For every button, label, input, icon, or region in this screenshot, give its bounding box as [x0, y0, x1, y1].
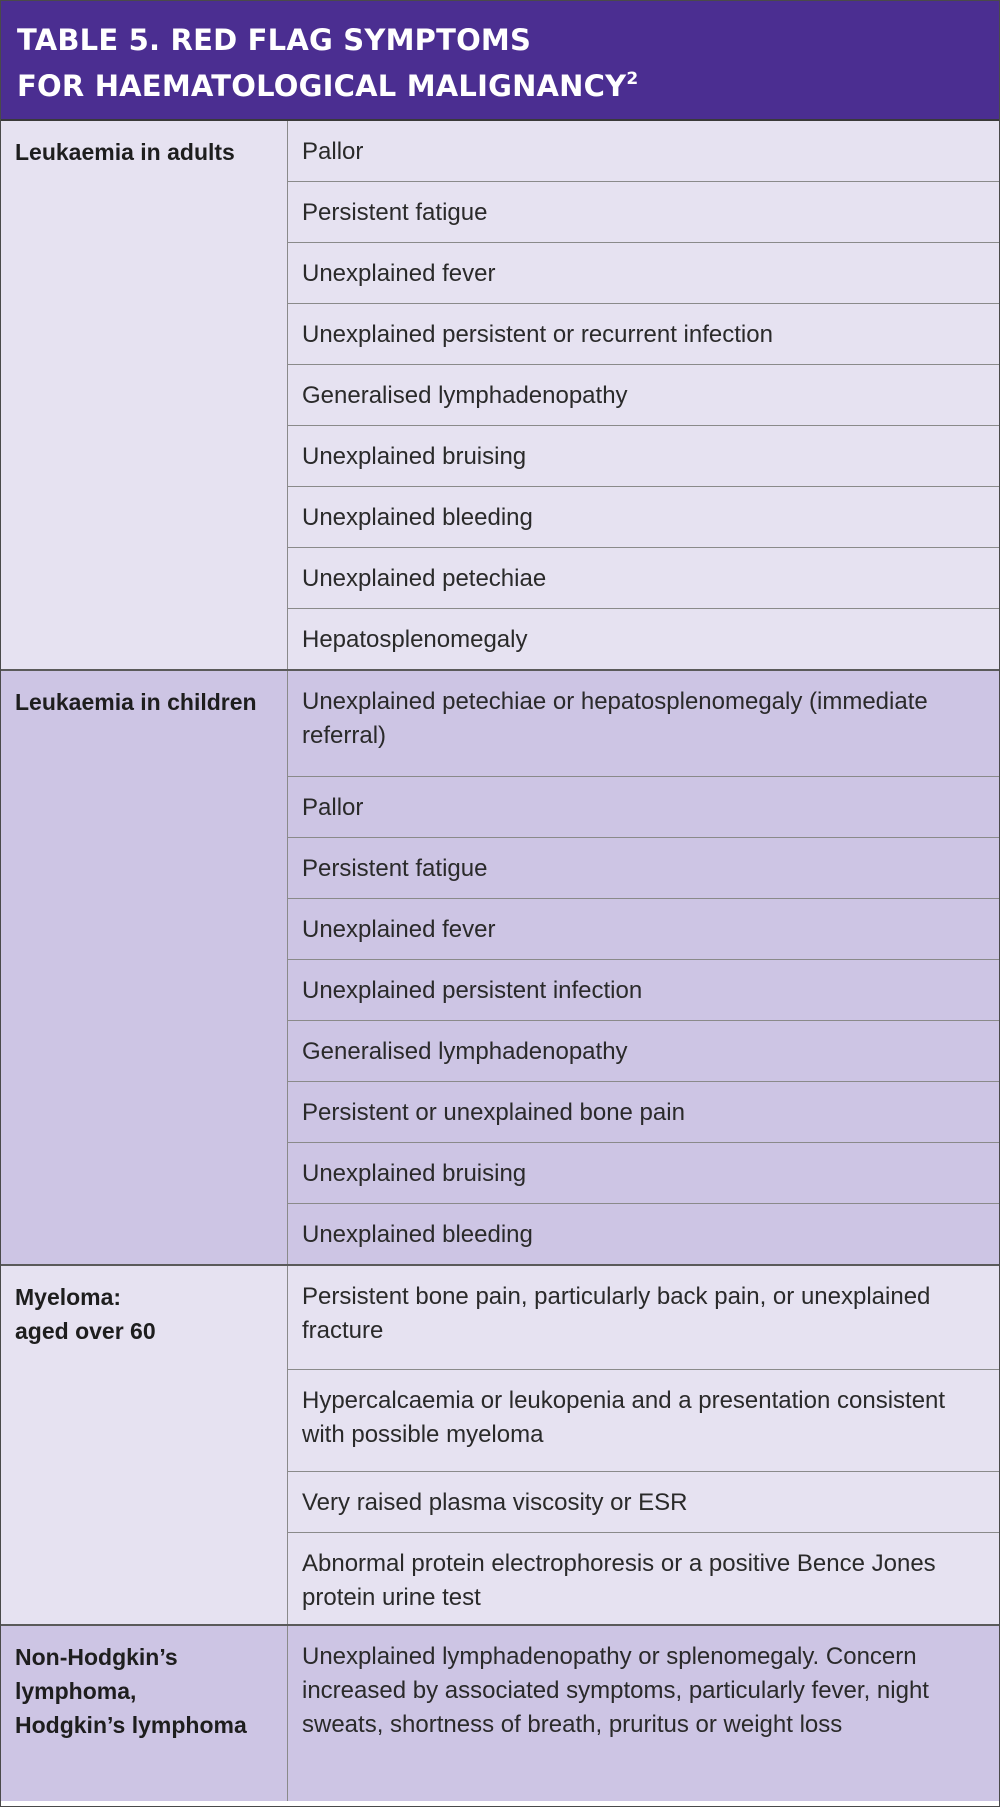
symptom-item: Persistent fatigue — [288, 838, 999, 899]
symptom-item: Unexplained bleeding — [288, 487, 999, 548]
symptom-item: Unexplained persistent or recurrent infection — [288, 304, 999, 365]
symptom-item: Unexplained bruising — [288, 426, 999, 487]
symptom-list — [288, 121, 999, 669]
symptom-item: Persistent fatigue — [288, 182, 999, 243]
symptom-item: Abnormal protein electrophoresis or a positive Bence Jones protein urine test — [302, 1550, 936, 1611]
symptom-item: Unexplained lymphadenopathy or splenomegaly. Concern increased by associated symptoms, particularly fever, night sweats, shortness of breath, pruritus or weight loss — [302, 1643, 929, 1738]
group-label-line: Non-Hodgkin’s — [15, 1644, 178, 1670]
symptom-item: Unexplained bruising — [288, 1143, 999, 1204]
symptom-item: Unexplained persistent infection — [288, 960, 999, 1021]
symptom-list — [288, 1266, 999, 1624]
symptom-item: Unexplained bleeding — [302, 1221, 533, 1248]
group-leukaemia-children — [1, 671, 999, 1266]
group-label-line: Myeloma: — [15, 1284, 122, 1310]
symptom-item: Persistent or unexplained bone pain — [288, 1082, 999, 1143]
symptom-item: Very raised plasma viscosity or ESR — [288, 1472, 999, 1533]
table-title-line-2 — [17, 60, 983, 106]
symptom-item: Unexplained fever — [288, 243, 999, 304]
symptom-item: Unexplained petechiae or hepatosplenomegaly (immediate referral) — [288, 671, 999, 777]
symptom-list — [288, 671, 999, 1264]
table-header — [1, 1, 999, 121]
group-myeloma — [1, 1266, 999, 1626]
symptom-item: Hepatosplenomegaly — [302, 626, 528, 653]
symptom-list — [288, 1626, 999, 1801]
symptom-item: Generalised lymphadenopathy — [288, 1021, 999, 1082]
group-label: Leukaemia in children — [1, 671, 288, 1264]
table-body — [1, 121, 999, 1801]
symptom-item: Pallor — [288, 777, 999, 838]
group-label — [1, 1266, 288, 1624]
table-title-text: FOR HAEMATOLOGICAL MALIGNANCY — [17, 69, 627, 103]
group-label — [1, 1626, 288, 1801]
symptom-item: Generalised lymphadenopathy — [288, 365, 999, 426]
group-leukaemia-adults — [1, 121, 999, 671]
group-lymphoma — [1, 1626, 999, 1801]
symptom-item: Persistent bone pain, particularly back pain, or unexplained fracture — [288, 1266, 999, 1370]
group-label-line: Hodgkin’s lymphoma — [15, 1712, 247, 1738]
symptom-item: Unexplained fever — [288, 899, 999, 960]
symptom-item: Hypercalcaemia or leukopenia and a presentation consistent with possible myeloma — [288, 1370, 999, 1472]
symptom-item: Unexplained petechiae — [288, 548, 999, 609]
table-title-line-1: TABLE 5. RED FLAG SYMPTOMS — [17, 23, 532, 57]
group-label-line: lymphoma, — [15, 1678, 137, 1704]
group-label: Leukaemia in adults — [1, 121, 288, 669]
reference-superscript: 2 — [626, 69, 639, 89]
group-label-line: aged over 60 — [15, 1318, 156, 1344]
symptom-item: Pallor — [288, 121, 999, 182]
